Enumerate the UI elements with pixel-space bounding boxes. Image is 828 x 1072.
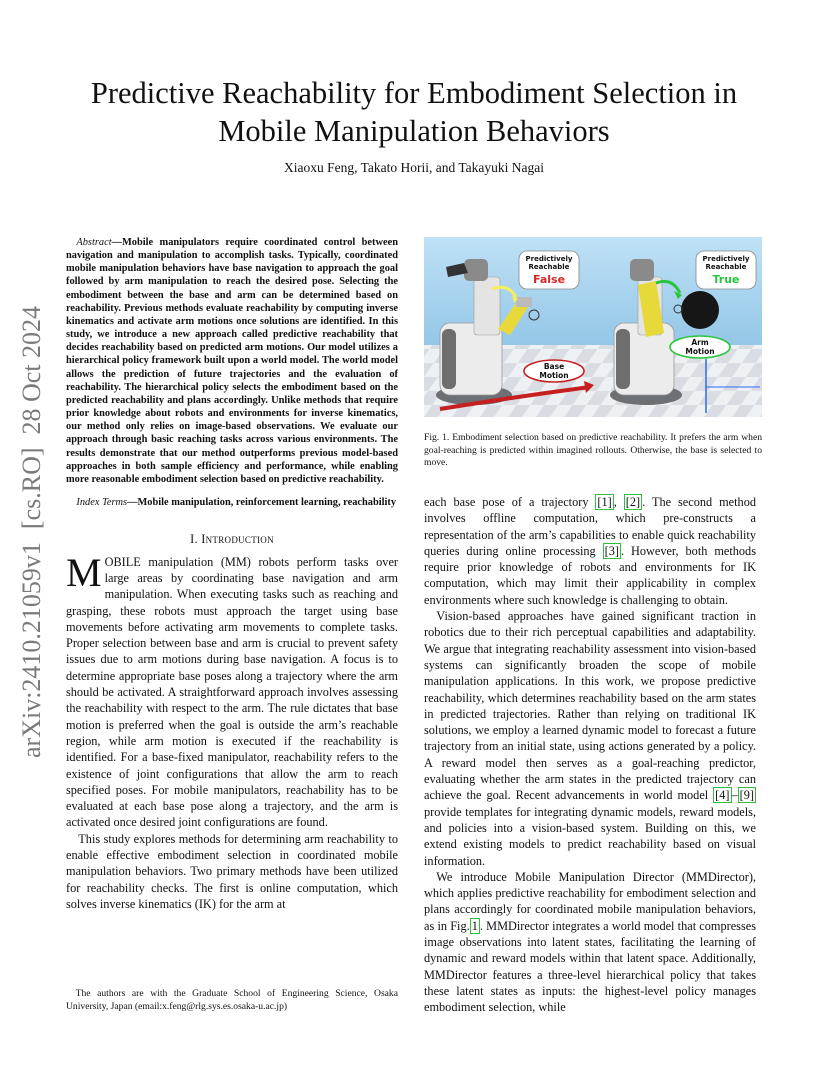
author-footnote: The authors are with the Graduate School of Engineering Science, Osaka University, Japan (email:x.feng@rlg.sys.es.osaka-u.ac.jp) [66, 988, 398, 1012]
paper-title: Predictive Reachability for Embodiment Selection in Mobile Manipulation Behaviors [90, 76, 738, 148]
section-number: I. [190, 532, 198, 547]
text-run: Vision-based approaches have gained significant traction in robotics due to their rich perceptual capabilities and adaptability. We argue that integrating reachability assessment into vision-based systems can significantly broaden the scope of mobile manipulation applications. In this work, we propose predictive reachability, which determines reachability based on the arm states in predicted trajectories. Rather than relying on traditional IK solutions, we employ a learned dynamic model to forecast a future trajectory from an initial state, using actions generated by a policy. A reward model then serves as a goal-reaching predictor, evaluating whether the arm states in the predicted trajectory can achieve the goal. Recent advancements in world model [424, 609, 756, 803]
right-paragraph-1 [424, 494, 756, 608]
figure-1-illustration [424, 237, 762, 417]
base-motion-line1: Base [543, 362, 565, 371]
figure-1-caption: Fig. 1. Embodiment selection based on predictive reachability. It prefers the arm when goal-reaching is predicted within imagined rollouts. Otherwise, the base is selected to move. [424, 432, 762, 469]
section-title: Introduction [201, 532, 274, 547]
arm-motion-label [670, 336, 730, 358]
intro-paragraph-2: This study explores methods for determining arm reachability to enable effective embodiment selection in coordinated mobile manipulation behaviors. Two primary methods have been utilized for reachability checks. The first is online computation, which solves inverse kinematics (IK) for the arm at [66, 831, 398, 911]
left-column [66, 236, 398, 912]
bubble-left [519, 251, 579, 289]
citation-link[interactable]: [2] [625, 495, 641, 509]
right-column [424, 494, 756, 1016]
right-paragraph-2 [424, 608, 756, 869]
citation-link[interactable]: [1] [597, 495, 612, 509]
paper-authors: Xiaoxu Feng, Takato Horii, and Takayuki Nagai [283, 160, 545, 175]
bubble-right [696, 251, 756, 289]
abstract-text: —Mobile manipulators require coordinated control between navigation and manipulation to accomplish tasks. Typically, coordinated mobile manipulation behaviors have base navigation to approach the goal followed by arm manipulation to reach the desired pose. Selecting the embodiment between the base and arm can be determined based on reachability. Previous methods evaluate reachability by computing inverse kinematics and activate arm motions once solutions are identified. In this study, we introduce a new approach called predictive reachability that decides reachability based on predicted arm motions. Our model utilizes a hierarchical policy framework built upon a world model. The world model allows the prediction of future trajectories and the evaluation of reachability. The hierarchical policy selects the embodiment based on the predicted reachability and plans accordingly. Unlike methods that require prior knowledge about robots and environments for inverse kinematics, our method only relies on image-based observations. We evaluate our approach through basic reaching tasks across various environments. The results demonstrate that our method outperforms previous model-based approaches in both sample efficiency and performance, while enabling more reasonable embodiment selection based on predictive reachability. [66, 237, 398, 485]
bubble-right-line2: Reachable [705, 263, 747, 271]
figure-reference-link[interactable]: 1 [471, 918, 478, 933]
text-run: , [613, 495, 624, 509]
citation-link[interactable]: [3] [604, 543, 619, 558]
bubble-left-value: False [532, 273, 566, 286]
abstract-lead: Abstract [76, 237, 112, 248]
intro-paragraph-1-text: OBILE manipulation (MM) robots perform tasks over large areas by coordinating base navigation and arm manipulation. When executing tasks such as reaching and grasping, these robots must approach the target using base movements before activating arm movements to complete tasks. Proper selection between base and arm is crucial to prevent safety issues due to arm motions during base navigation. A focus is to determine appropriate base poses along a trajectory where the arm should be activated. A straightforward approach involves assessing the reachability with respect to the arm. The rule dictates that base motion is preferred when the goal is outside the arm’s reachable region, while arm motion is executed if the reachability is identified. For a base-fixed manipulator, reachability refers to the existence of joint configurations that allow the arm to reach specified poses. For mobile manipulators, reachability has to be evaluated at each base pose along a trajectory, and the arm is activated once desired joint configurations are found. [66, 554, 398, 830]
arm-motion-line2: Motion [685, 347, 715, 356]
base-motion-line2: Motion [539, 371, 569, 380]
bubble-left-line1: Predictively [525, 255, 573, 263]
bubble-left-line2: Reachable [528, 263, 570, 271]
text-run: each base pose of a trajectory [424, 495, 596, 509]
arm-motion-line1: Arm [691, 338, 709, 347]
citation-link[interactable]: [9] [739, 788, 754, 803]
text-run: . The second method involves offline computation, which pre-constructs a representation of the arm’s capabilities to enable quick reachability queries during online processing [424, 495, 756, 558]
figure-1 [424, 237, 762, 417]
section-heading [66, 531, 398, 547]
index-terms [66, 496, 398, 509]
arxiv-identifier-text: arXiv:2410.21059v1 [cs.RO] 28 Oct 2024 [17, 305, 46, 758]
base-motion-label [524, 360, 584, 382]
index-terms-lead: Index Terms [76, 496, 128, 508]
text-run: – [731, 788, 738, 803]
bubble-right-line1: Predictively [702, 255, 750, 263]
text-run: . However, both methods require prior knowledge of robots and environments for IK computation, which may limit their applicability in complex environments where such knowledge is challenging to obtain. [424, 543, 756, 607]
intro-paragraph-1 [66, 549, 398, 831]
right-paragraph-3 [424, 869, 756, 1016]
bubble-right-value: True [712, 273, 740, 286]
citation-link[interactable]: [4] [715, 788, 730, 803]
text-run: provide templates for integrating dynamic models, reward models, and policies into a vision-based system. Building on this, we extend existing models to predict reachability based on visual information. [424, 804, 756, 868]
abstract [66, 236, 398, 486]
text-run: . MMDirector integrates a world model that compresses image observations into latent states, facilitating the learning of dynamic and reward models within that latent space. Additionally, MMDirector features a three-level hierarchical policy that takes these latent states as inputs: the highest-level policy manages embodiment selection, while [424, 918, 756, 1015]
text-run: We introduce Mobile Manipulation Director (MMDirector), which applies predictive reachability for embodiment selection and plans accordingly for coordinated mobile manipulation behaviors, as in Fig. [424, 869, 756, 933]
index-terms-text: —Mobile manipulation, reinforcement learning, reachability [127, 496, 397, 508]
drop-cap: M [66, 549, 102, 595]
